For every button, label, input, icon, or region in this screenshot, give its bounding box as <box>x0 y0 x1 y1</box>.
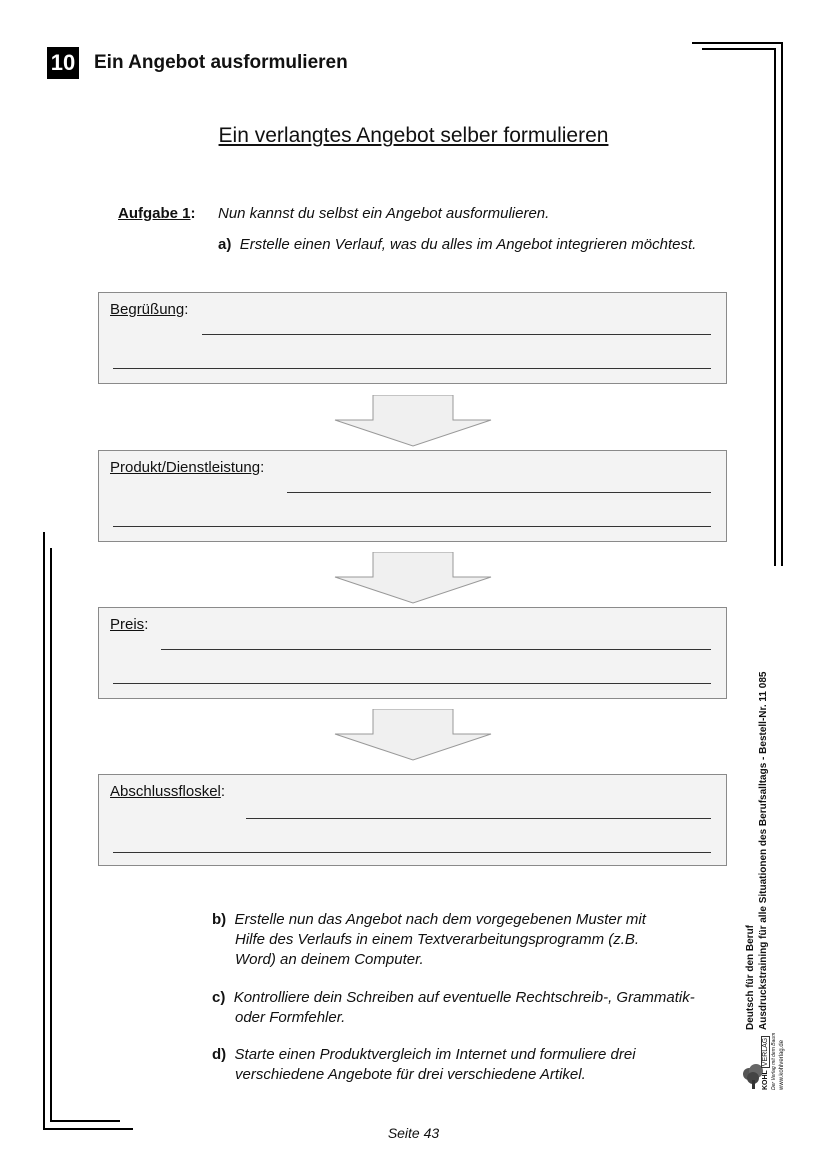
write-line[interactable] <box>113 852 711 853</box>
publisher-name-block <box>762 1018 796 1090</box>
write-line[interactable] <box>113 368 711 369</box>
write-line[interactable] <box>287 492 711 493</box>
publisher-tag: VERLAG <box>762 1037 769 1067</box>
subtask-b-letter: b) <box>212 911 227 928</box>
flow-box-greeting <box>98 292 727 384</box>
publisher-url: www.kohlverlag.de <box>779 1039 785 1090</box>
frame-right-line <box>781 42 783 566</box>
flow-label-text: Preis <box>110 616 145 633</box>
subtask-a-text: Erstelle einen Verlauf, was du alles im Angebot integrieren möchtest. <box>239 236 697 253</box>
side-book-title: Deutsch für den Beruf <box>745 924 756 1030</box>
subtask-a <box>218 236 696 253</box>
subtask-b-text: Erstelle nun das Angebot nach dem vorgegebenen Muster mit <box>234 911 646 928</box>
page-subtitle: Ein verlangtes Angebot selber formulieren <box>218 124 609 147</box>
subtask-d-line: verschiedene Angebote für drei verschiedene Artikel. <box>235 1066 586 1083</box>
flow-label-closing <box>110 783 225 800</box>
down-arrow-icon <box>333 395 493 447</box>
down-arrow-icon <box>333 709 493 761</box>
frame-left-line <box>43 532 45 1130</box>
subtask-a-letter: a) <box>218 236 232 253</box>
subtask-d <box>212 1045 636 1085</box>
flow-box-price <box>98 607 727 699</box>
chapter-title: Ein Angebot ausformulieren <box>94 52 348 73</box>
subtask-d-text: Starte einen Produktvergleich im Internet und formuliere drei <box>234 1046 636 1063</box>
publisher-slogan: Der Verlag mit dem Baum <box>771 1032 777 1090</box>
frame-top-line-inner <box>702 48 775 50</box>
flow-label-colon: : <box>220 783 226 800</box>
frame-top-line <box>692 42 783 44</box>
subtask-c-letter: c) <box>212 989 226 1006</box>
subtask-b-line: Word) an deinem Computer. <box>235 951 424 968</box>
flow-label-price <box>110 616 148 633</box>
subtask-c <box>212 988 695 1028</box>
flow-label-text: Abschlussfloskel <box>110 783 221 800</box>
frame-bottom-line-inner <box>50 1120 120 1122</box>
task-label-colon: : <box>190 205 196 222</box>
subtask-c-text: Kontrolliere dein Schreiben auf eventuelle Rechtschreib-, Grammatik- <box>233 989 695 1006</box>
flow-label-text: Begrüßung <box>110 301 185 318</box>
subtask-c-line <box>212 988 695 1008</box>
flow-box-product <box>98 450 727 542</box>
flow-label-text: Produkt/Dienstleistung <box>110 459 261 476</box>
task-text: Nun kannst du selbst ein Angebot ausformulieren. <box>218 205 550 222</box>
write-line[interactable] <box>113 683 711 684</box>
flow-label-greeting <box>110 301 188 318</box>
subtask-b-line: Hilfe des Verlaufs in einem Textverarbeitungsprogramm (z.B. <box>235 931 640 948</box>
flow-box-closing <box>98 774 727 866</box>
subtask-d-line <box>212 1045 636 1065</box>
flow-label-product <box>110 459 264 476</box>
down-arrow-icon <box>333 552 493 604</box>
flow-label-colon: : <box>260 459 265 476</box>
task-label <box>118 205 196 222</box>
write-line[interactable] <box>113 526 711 527</box>
subtask-b-line <box>212 910 646 930</box>
page-number: Seite 43 <box>387 1125 440 1141</box>
subtask-b <box>212 910 646 970</box>
flow-label-colon: : <box>144 616 149 633</box>
publisher-name: KOHL <box>762 1070 769 1090</box>
write-line[interactable] <box>161 649 711 650</box>
side-book-subtitle: Ausdruckstraining für alle Situationen des Berufsalltags - Bestell-Nr. 11 085 <box>758 671 769 1030</box>
subtask-c-line: oder Formfehler. <box>235 1009 346 1026</box>
write-line[interactable] <box>246 818 711 819</box>
flow-label-colon: : <box>184 301 189 318</box>
task-label-text: Aufgabe 1 <box>118 205 191 222</box>
chapter-number: 10 <box>47 47 79 79</box>
write-line[interactable] <box>202 334 711 335</box>
frame-left-line-inner <box>50 548 52 1122</box>
subtask-d-letter: d) <box>212 1046 227 1063</box>
